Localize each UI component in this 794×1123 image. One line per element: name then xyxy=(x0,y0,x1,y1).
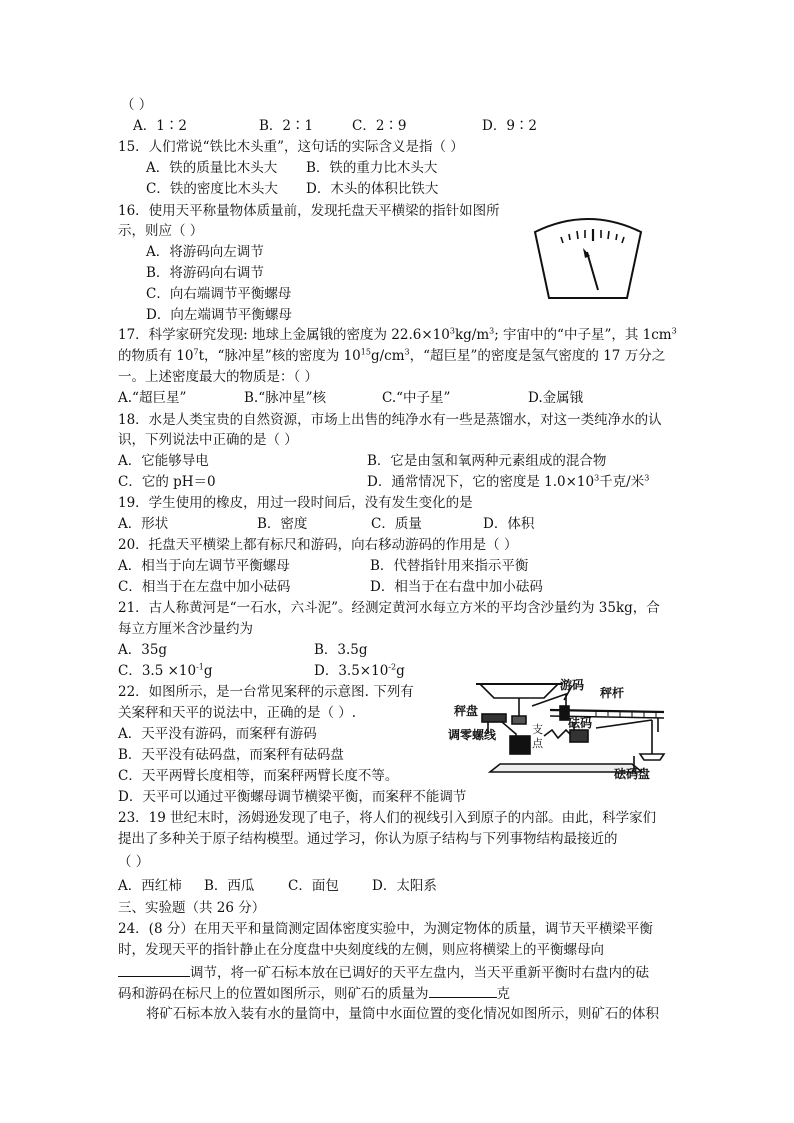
q19-option-a: A．形状 xyxy=(118,516,169,532)
label-zero-screw: 调零螺线 xyxy=(448,728,497,742)
q16-option-b: B．将游码向右调节 xyxy=(146,265,264,281)
q17-option-b: B.“脉冲星”核 xyxy=(244,390,327,406)
q21-options-cd xyxy=(118,661,405,681)
q20-option-b: B．代替指针用来指示平衡 xyxy=(370,558,529,574)
q21-option-c: C．$3.5 \times 10^{-1}g$ xyxy=(118,662,213,679)
q23-option-d: D．太阳系 xyxy=(372,878,437,894)
q14-paren: （ ） xyxy=(121,97,153,113)
q18-line-1: 18．水是人类宝贵的自然资源，市场上出售的纯净水有一些是蒸馏水，对这一类纯净水的认 xyxy=(118,412,662,428)
q14-option-d: D．9∶2 xyxy=(482,118,538,134)
q16-option-a: A．将游码向左调节 xyxy=(146,244,264,260)
q14-options xyxy=(133,116,537,136)
q24-blank-mass[interactable] xyxy=(429,983,497,998)
q23-option-b: B．西瓜 xyxy=(204,878,255,894)
q23-line-2: 提出了多种关于原子结构模型。通过学习，你认为原子结构与下列事物结构最接近的 xyxy=(118,831,618,847)
q14-option-b: B．2∶1 xyxy=(259,118,314,134)
q17-option-d: D.金属锇 xyxy=(528,390,584,406)
q17-option-c: C.“中子星” xyxy=(382,390,451,406)
q15-option-a: A．铁的质量比木头大 xyxy=(146,160,278,176)
q18-option-a: A．它能够导电 xyxy=(118,453,209,469)
q18-line-2: 识，下列说法中正确的是（ ） xyxy=(118,432,298,448)
q23-options xyxy=(118,876,437,896)
dial-pointer xyxy=(587,252,598,290)
q18-options-cd xyxy=(118,472,649,492)
q15-options-ab xyxy=(146,158,437,178)
q19-option-b: B．密度 xyxy=(257,516,308,532)
q22-option-d: D．天平可以通过平衡螺母调节横梁平衡，而案秤不能调节 xyxy=(118,789,467,805)
label-weight: 砝码 xyxy=(568,716,593,730)
q20-option-c: C．相当于在左盘中加小砝码 xyxy=(118,579,291,595)
label-weight-pan: 砝码盘 xyxy=(614,767,651,781)
q21-line-1: 21．古人称黄河是“一石水，六斗泥”。经测定黄河水每立方米的平均含沙量约为 35kg，合 xyxy=(118,600,660,616)
q22-option-b: B．天平没有砝码盘，而案秤有砝码盘 xyxy=(118,747,344,763)
q17-line-1: 17．科学家研究发现: 地球上金属锇的密度为 $22.6\times 10^3kg/m^3$; 宇宙中的“中子星”，其 $1cm^3$ xyxy=(118,326,677,343)
q22-option-a: A．天平没有游码，而案秤有游码 xyxy=(118,726,317,742)
q15-option-c: C．铁的密度比木头大 xyxy=(146,181,278,197)
q21-option-d: D．$3.5\times 10^{-2}g$ xyxy=(314,662,405,679)
q22-option-c: C．天平两臂长度相等，而案秤两臂长度不等。 xyxy=(118,768,399,784)
q14-option-a: A．1∶2 xyxy=(133,118,187,134)
q16-option-c: C．向右端调节平衡螺母 xyxy=(146,286,292,302)
q23-option-a: A．西红柿 xyxy=(118,878,182,894)
q18-option-d: D．通常情况下，它的密度是 $1.0\times 10^3$千克/米$^3$ xyxy=(367,473,650,490)
q17-option-a: A.“超巨星” xyxy=(118,390,187,406)
q17-options xyxy=(118,388,583,408)
q20-option-a: A．相当于向左调节平衡螺母 xyxy=(118,558,290,574)
balance-dial-figure xyxy=(532,210,644,302)
q24-line-5: 将矿石标本放入装有水的量筒中，量筒中水面位置的变化情况如图所示，则矿石的体积 xyxy=(146,1006,659,1022)
label-pan: 秤盘 xyxy=(454,704,479,718)
q17-line-3: 一。上述密度最大的物质是：（ ） xyxy=(118,369,319,385)
q19-stem: 19．学生使用的橡皮，用过一段时间后，没有发生变化的是 xyxy=(118,495,473,511)
scale-pan xyxy=(480,684,558,698)
scale-pan-body xyxy=(482,714,506,722)
label-rider: 游码 xyxy=(560,678,585,692)
q19-option-c: C．质量 xyxy=(371,516,422,532)
q16-stem-1: 16．使用天平称量物体质量前，发现托盘天平横梁的指针如图所 xyxy=(118,203,500,219)
zero-adjust-screw xyxy=(510,736,530,754)
q18-option-c: C．它的 pH＝0 xyxy=(118,474,216,490)
q23-option-c: C．面包 xyxy=(288,878,339,894)
weight-pan xyxy=(640,754,664,760)
q21-option-b: B．3.5g xyxy=(314,642,368,658)
label-fulcrum: 支 点 xyxy=(532,723,543,750)
q24-line-2: 时，发现天平的指针静止在分度盘中央刻度线的左侧，则应将横梁上的平衡螺母向 xyxy=(118,942,604,958)
q16-stem-2: 示，则应（ ） xyxy=(118,223,204,239)
q19-option-d: D．体积 xyxy=(483,516,535,532)
q20-options-cd xyxy=(118,577,543,597)
q23-line-3: （ ） xyxy=(118,854,150,870)
q20-options-ab xyxy=(118,556,528,576)
q22-line-2: 关案秤和天平的说法中，正确的是（ ）. xyxy=(118,705,357,721)
q21-options-ab xyxy=(118,640,368,660)
q15-option-b: B．铁的重力比木头大 xyxy=(306,160,438,176)
q24-blank-direction[interactable] xyxy=(118,962,190,977)
q16-option-d: D．向左端调节平衡螺母 xyxy=(146,307,292,323)
q14-option-c: C．2∶9 xyxy=(352,118,407,134)
q24-line-4: 码和游码在标尺上的位置如图所示，则矿石的质量为 克 xyxy=(118,983,510,1004)
q19-options xyxy=(118,514,534,534)
q15-options-cd xyxy=(146,179,438,199)
q15-option-d: D．木头的体积比铁大 xyxy=(306,181,439,197)
section-3-title: 三、实验题（共 26 分） xyxy=(118,900,266,916)
q17-line-2: 的物质有 $10^7t$，“脉冲星”核的密度为 $10^{15}g/cm^3$，“超巨星”的密度是氢气密度的 17 万分之 xyxy=(118,347,666,364)
q22-line-1: 22．如图所示，是一台常见案秤的示意图. 下列有 xyxy=(118,684,414,700)
q15-stem: 15．人们常说“铁比木头重”，这句话的实际含义是指（ ） xyxy=(118,139,464,155)
q24-line-3: 调节，将一矿石标本放在已调好的天平左盘内，当天平重新平衡时右盘内的砝 xyxy=(118,962,649,983)
q24-line-1: 24．(8 分）在用天平和量筒测定固体密度实验中，为测定物体的质量，调节天平横梁平衡 xyxy=(118,921,653,937)
q21-line-2: 每立方厘米含沙量约为 xyxy=(118,621,253,637)
q18-option-b: B．它是由氢和氧两种元素组成的混合物 xyxy=(367,453,607,469)
q18-options-ab xyxy=(118,451,606,471)
q20-option-d: D．相当于在右盘中加小砝码 xyxy=(370,579,543,595)
dial-ticks xyxy=(561,229,624,243)
label-beam: 秤杆 xyxy=(600,686,625,700)
q20-stem: 20．托盘天平横梁上都有标尺和游码，向右移动游码的作用是（ ） xyxy=(118,537,518,553)
q21-option-a: A．35g xyxy=(118,642,168,658)
q23-line-1: 23．19 世纪末时，汤姆逊发现了电子，将人们的视线引入到原子的内部。由此，科学家们 xyxy=(118,810,657,826)
